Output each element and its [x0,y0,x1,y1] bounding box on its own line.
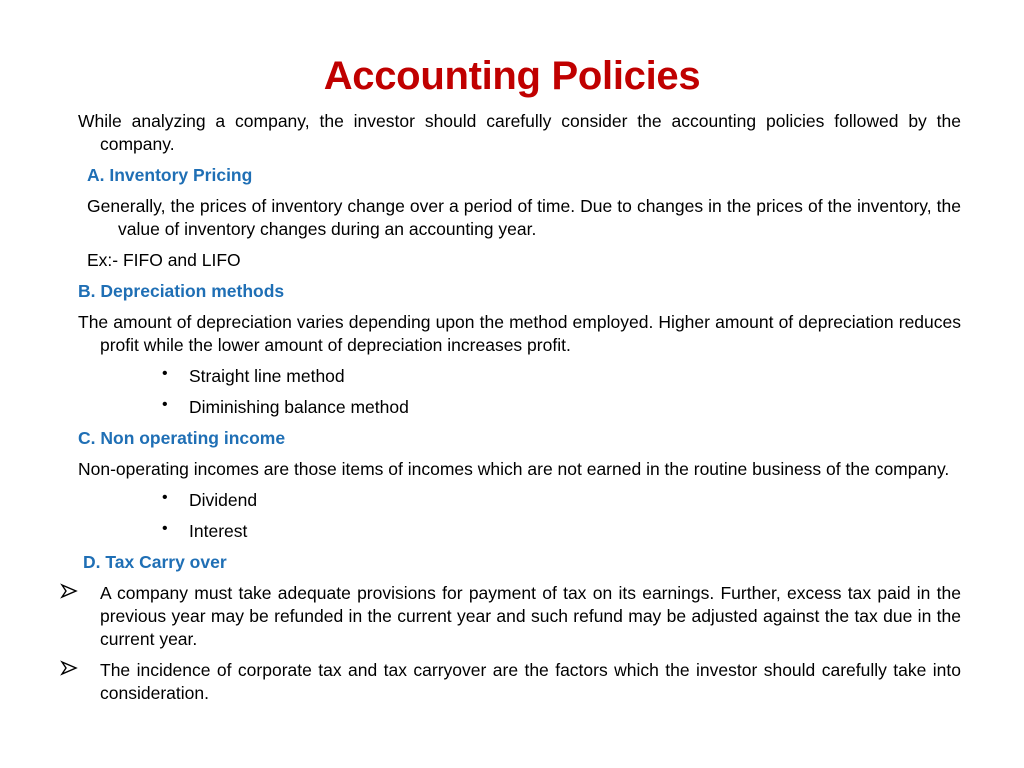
arrow-point-text: The incidence of corporate tax and tax carryover are the factors which the investor should carefully take into consideration. [100,660,961,703]
intro-paragraph: While analyzing a company, the investor should carefully consider the accounting policies followed by the company. [78,111,961,154]
bullet-item [0,520,1024,543]
section-c-heading: C. Non operating income [78,428,286,448]
slide-title: Accounting Policies [323,54,701,98]
arrow-point-item [0,582,961,651]
bullet-dot-icon: • [162,365,168,382]
bullet-dot-icon: • [162,396,168,413]
bullet-dot-icon: • [162,489,168,506]
section-a-text: Generally, the prices of inventory change over a period of time. Due to changes in the prices of the inventory, the value of inventory changes during an accounting year. [87,196,961,239]
section-c-text: Non-operating incomes are those items of incomes which are not earned in the routine business of the company. [78,459,950,479]
bullet-text: Dividend [189,490,258,510]
arrowhead-bullet-icon [60,659,78,677]
bullet-text: Interest [189,521,248,541]
bullet-item [0,365,1024,388]
section-b-heading: B. Depreciation methods [78,281,285,301]
arrowhead-bullet-icon [60,582,78,600]
section-b-text: The amount of depreciation varies depending upon the method employed. Higher amount of depreciation reduces profit while the lower amount of depreciation increases profit. [78,312,961,355]
bullet-dot-icon: • [162,520,168,537]
bullet-text: Diminishing balance method [189,397,409,417]
section-a-heading: A. Inventory Pricing [87,165,253,185]
slide-content [0,110,1024,713]
bullet-item [0,396,1024,419]
arrow-point-item [0,659,961,705]
bullet-item [0,489,1024,512]
section-d-heading: D. Tax Carry over [83,552,227,572]
bullet-text: Straight line method [189,366,345,386]
section-a-example: Ex:- FIFO and LIFO [87,250,241,270]
arrow-point-text: A company must take adequate provisions for payment of tax on its earnings. Further, excess tax paid in the previous year may be refunded in the current year and such refund may be adjusted against the tax due in the current year. [100,583,961,649]
